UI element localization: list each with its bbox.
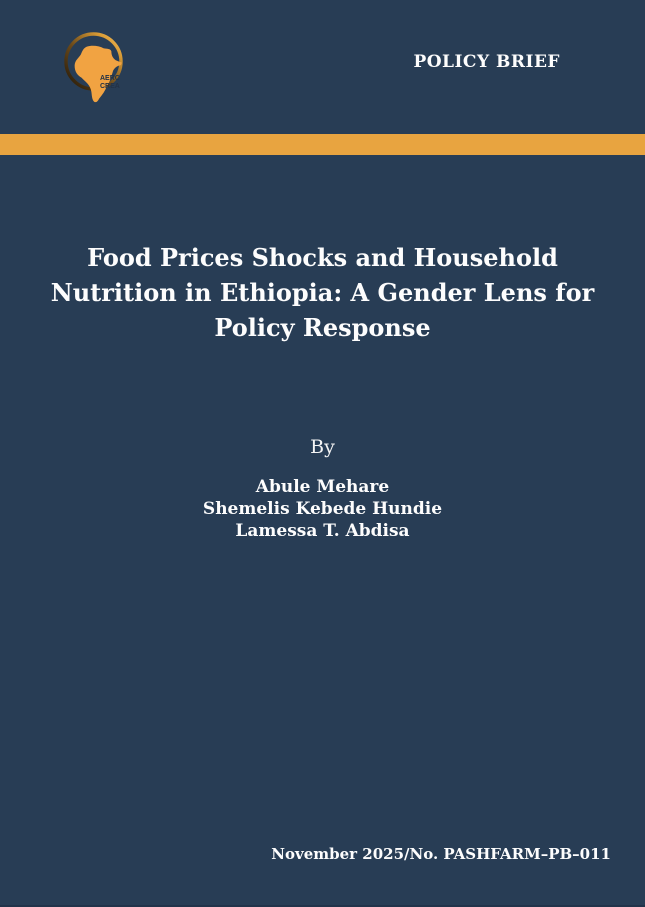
logo-acronym-fr: CREA xyxy=(100,83,120,90)
title-line-1: Food Prices Shocks and Household xyxy=(87,243,558,272)
author-name: Lamessa T. Abdisa xyxy=(235,521,410,541)
africa-map-icon xyxy=(75,46,122,102)
author-name: Abule Mehare xyxy=(255,477,390,497)
title-line-2: Nutrition in Ethiopia: A Gender Lens for xyxy=(50,278,595,307)
accent-band xyxy=(0,134,645,155)
aerc-logo xyxy=(62,32,126,108)
page-title xyxy=(0,240,645,345)
byline-label: By xyxy=(310,436,335,458)
brief-type-label: POLICY BRIEF xyxy=(413,52,560,72)
title-line-3: Policy Response xyxy=(214,313,431,342)
authors-list xyxy=(0,476,645,542)
author-name: Shemelis Kebede Hundie xyxy=(202,499,443,519)
logo-acronym-en: AERC xyxy=(100,75,120,82)
issue-number-label: November 2025/No. PASHFARM–PB–011 xyxy=(271,845,611,863)
